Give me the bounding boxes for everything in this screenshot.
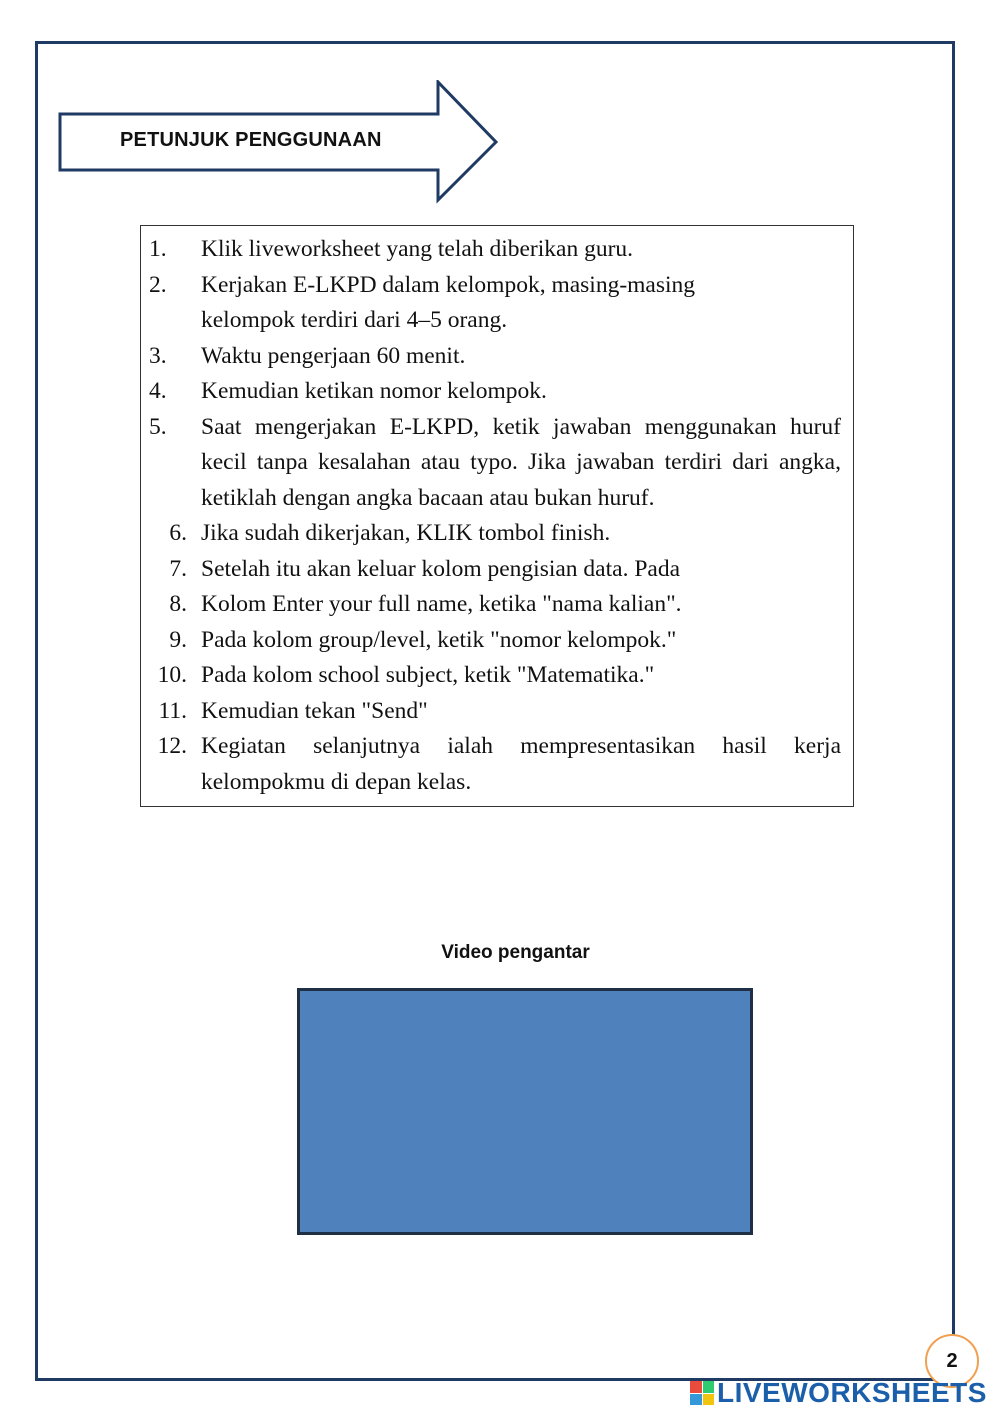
- instruction-item: [141, 516, 841, 552]
- instruction-text: Kolom Enter your full name, ketika "nama kalian".: [201, 591, 682, 617]
- instruction-text: Kerjakan E-LKPD dalam kelompok, masing-masing kelompok terdiri dari 4–5 orang.: [201, 271, 696, 333]
- instruction-text: Saat mengerjakan E-LKPD, ketik jawaban menggunakan huruf kecil tanpa kesalahan atau typo. Jika jawaban terdiri dari angka, ketiklah dengan angka bacaan atau bukan huruf.: [201, 413, 841, 511]
- instruction-number: 8.: [169, 591, 187, 617]
- instructions-box: [140, 225, 854, 807]
- instruction-item: [141, 268, 841, 339]
- page-title: PETUNJUK PENGGUNAAN: [120, 129, 382, 151]
- instruction-number: 11.: [158, 697, 187, 724]
- instruction-number: 3.: [149, 342, 167, 369]
- instruction-item: [141, 552, 841, 588]
- page-number: 2: [925, 1334, 979, 1388]
- logo-squares-icon: [690, 1381, 714, 1405]
- instruction-number: 9.: [169, 626, 187, 653]
- instruction-number: 12.: [157, 733, 187, 759]
- instruction-number: 5.: [149, 413, 167, 440]
- instruction-text: Pada kolom group/level, ketik "nomor kelompok.": [201, 626, 677, 653]
- instruction-item: [141, 623, 841, 659]
- instruction-text: Jika sudah dikerjakan, KLIK tombol finish.: [201, 520, 611, 546]
- instruction-number: 1.: [149, 236, 167, 262]
- instruction-text: Kegiatan selanjutnya ialah mempresentasikan hasil kerja kelompokmu di depan kelas.: [201, 733, 841, 795]
- instruction-text: Klik liveworksheet yang telah diberikan guru.: [201, 236, 634, 262]
- instruction-number: 4.: [149, 378, 167, 404]
- instruction-number: 6.: [169, 520, 187, 546]
- instruction-item: [141, 410, 841, 517]
- video-title: Video pengantar: [441, 942, 590, 963]
- instruction-item: [141, 729, 841, 800]
- instruction-item: [141, 339, 841, 375]
- logo-text: LIVEWORKSHEETS: [717, 1377, 987, 1408]
- instruction-number: 10.: [157, 662, 187, 688]
- instruction-text: Kemudian tekan "Send": [201, 697, 428, 724]
- instruction-text: Pada kolom school subject, ketik "Matematika.": [201, 662, 655, 688]
- instruction-text: Setelah itu akan keluar kolom pengisian data. Pada: [201, 555, 680, 582]
- video-player[interactable]: [297, 988, 753, 1235]
- liveworksheets-logo: [690, 1377, 987, 1409]
- instruction-item: [141, 587, 841, 623]
- instruction-text: Kemudian ketikan nomor kelompok.: [201, 378, 547, 404]
- instruction-item: [141, 232, 841, 268]
- instruction-number: 2.: [149, 271, 167, 298]
- instruction-item: [141, 374, 841, 410]
- instruction-text: Waktu pengerjaan 60 menit.: [201, 342, 466, 369]
- instruction-number: 7.: [169, 555, 187, 582]
- instruction-item: [141, 658, 841, 694]
- instruction-item: [141, 694, 841, 730]
